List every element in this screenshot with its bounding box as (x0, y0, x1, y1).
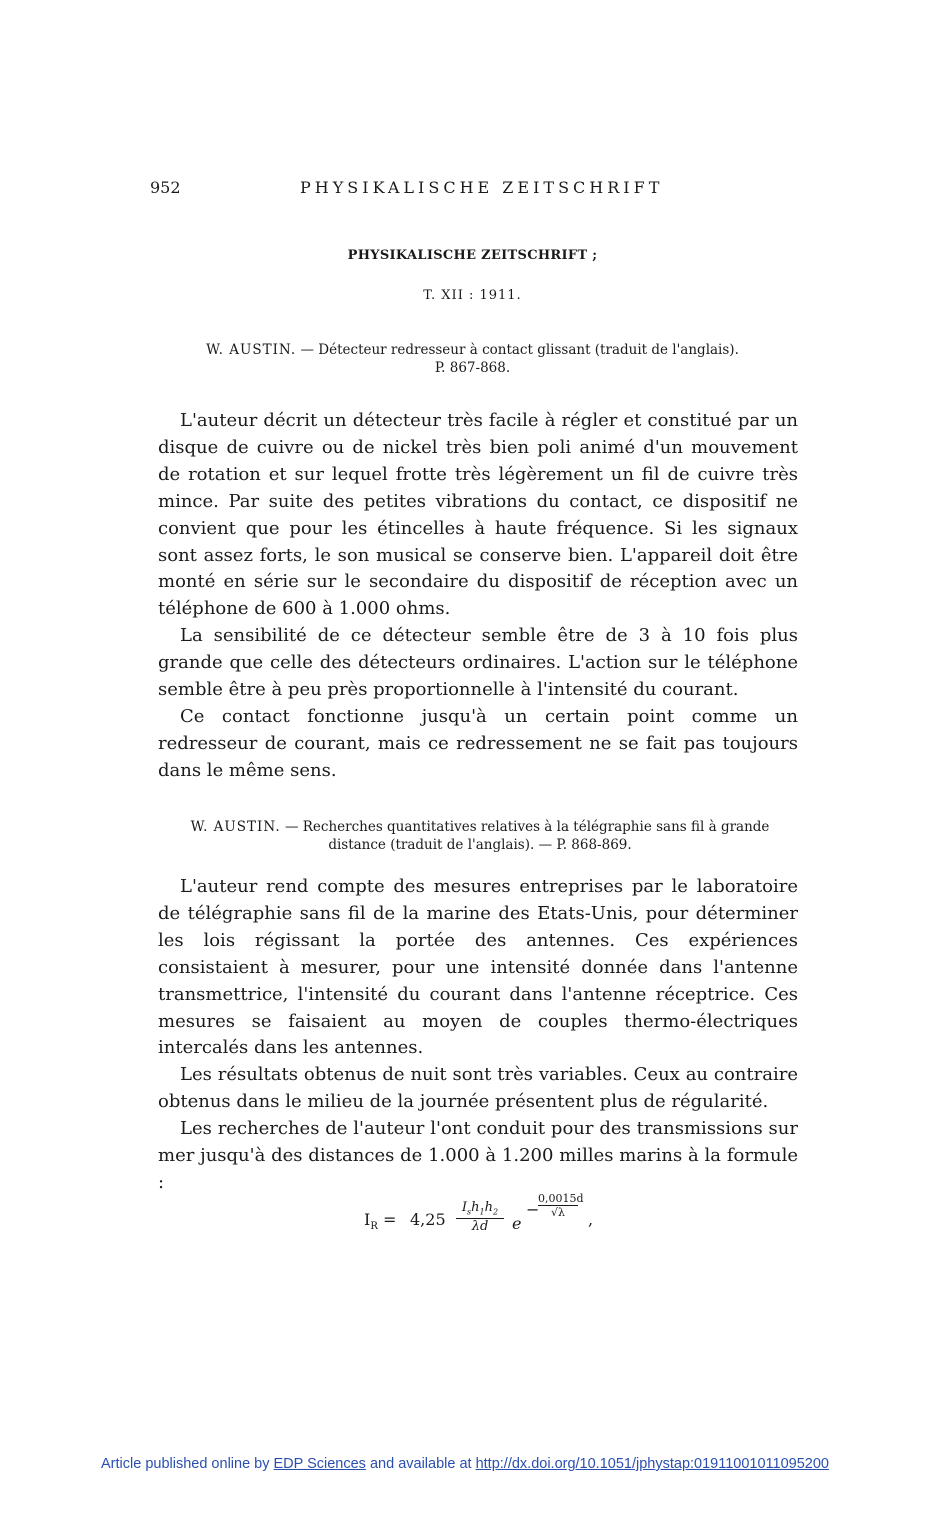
journal-title: PHYSIKALISCHE ZEITSCHRIFT ; (347, 248, 598, 263)
formula-exponent-fraction (538, 1192, 584, 1219)
article-2-body (158, 874, 798, 1197)
page-number: 952 (150, 178, 181, 197)
formula-numerator: $I_sh_1h_2$ (456, 1200, 504, 1219)
article-1-heading (150, 341, 795, 377)
formula-fraction (456, 1200, 504, 1234)
article-1-paragraph: L'auteur décrit un détecteur très facile à régler et constitué par un disque de cuivre ou de nickel très bien poli animé d'un mouvement de rotation et sur lequel frotte très légèrement un fil de cuivre très mince. Par suite des petites vibrations du contact, ce dispositif ne convient que pour les étincelles à haute fréquence. Si les signaux sont assez forts, le son musical se conserve bien. L'appareil doit être monté en série sur le secondaire du dispositif de réception avec un téléphone de 600 à 1.000 ohms. (158, 410, 798, 620)
article-2-paragraph: L'auteur rend compte des mesures entreprises par le laboratoire de télégraphie sans fil de la marine des Etats-Unis, pour déterminer les lois régissant la portée des antennes. Ces expériences consistaient à mesurer, pour une intensité donnée dans l'antenne transmettrice, l'intensité du courant dans l'antenne réceptrice. Ces mesures se faisaient au moyen de couples thermo-électriques intercalés dans les antennes. (158, 876, 798, 1059)
formula-exponent-minus: − (526, 1200, 540, 1219)
footer-doi-link[interactable]: http://dx.doi.org/10.1051/jphystap:01911001011095200 (475, 1456, 829, 1472)
formula-coefficient: 4,25 (410, 1210, 446, 1229)
formula-exponential-base: e (512, 1214, 522, 1233)
range-formula (360, 1192, 640, 1248)
article-1-body (158, 408, 798, 785)
article-2-author: W. AUSTIN. (190, 819, 281, 835)
formula-trailing-comma: , (588, 1210, 594, 1229)
publication-footer (0, 1456, 930, 1472)
article-1-paragraph: La sensibilité de ce détecteur semble être de 3 à 10 fois plus grande que celle des détecteurs ordinaires. L'action sur le téléphone semble être à peu près proportionnelle à l'intensité du courant. (158, 625, 798, 701)
running-title: PHYSIKALISCHE ZEITSCHRIFT (300, 178, 664, 197)
article-1-paragraph: Ce contact fonctionne jusqu'à un certain point comme un redresseur de courant, mais ce redressement ne se fait pas toujours dans le même sens. (158, 705, 798, 781)
article-1-pages: P. 867-868. (434, 360, 511, 376)
article-2-paragraph: Les résultats obtenus de nuit sont très variables. Ceux au contraire obtenus dans le milieu de la journée présentent plus de régularité. (158, 1064, 798, 1113)
formula-exponent-numerator: 0,0015d (538, 1192, 584, 1205)
journal-volume: T. XII : 1911. (423, 288, 522, 303)
formula-lhs: $I_R$ = (364, 1210, 397, 1233)
footer-publisher-link[interactable]: EDP Sciences (273, 1456, 366, 1472)
article-2-title: — Recherches quantitatives relatives à la télégraphie sans fil à grande distance (traduit de l'anglais). — P. 868-869. (284, 819, 770, 853)
article-1-author: W. AUSTIN. (206, 342, 297, 358)
footer-prefix: Article published online by (101, 1456, 270, 1472)
formula-exponent-denominator: √λ (551, 1206, 565, 1219)
formula-denominator: λd (471, 1218, 489, 1234)
article-2-paragraph: Les recherches de l'auteur l'ont conduit pour des transmissions sur mer jusqu'à des distances de 1.000 à 1.200 milles marins à la formule : (158, 1118, 798, 1193)
article-2-heading (180, 818, 780, 854)
footer-middle: and available at (369, 1456, 472, 1472)
article-1-title: — Détecteur redresseur à contact glissant (traduit de l'anglais). (300, 342, 739, 358)
running-header (150, 178, 795, 200)
